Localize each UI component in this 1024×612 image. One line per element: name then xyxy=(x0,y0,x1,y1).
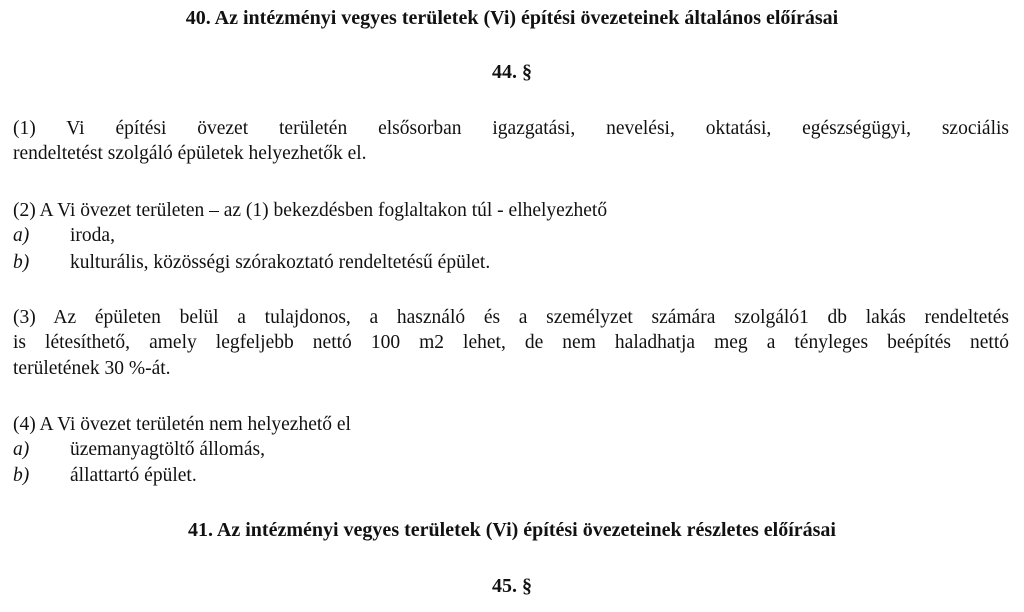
list-marker: b) xyxy=(13,465,30,486)
paragraph-45-number: 45. § xyxy=(492,575,532,597)
list-item-text: állattartó épület. xyxy=(70,465,197,486)
paragraph-4-intro: (4) A Vi övezet területén nem helyezhető el xyxy=(13,414,351,435)
list-marker: a) xyxy=(13,439,30,460)
section-40-heading: 40. Az intézményi vegyes területek (Vi) építési övezeteinek általános előírásai xyxy=(185,7,839,29)
list-item-text: üzemanyagtöltő állomás, xyxy=(70,439,265,460)
list-item xyxy=(13,223,115,248)
list-item xyxy=(13,250,490,275)
paragraph-1-line-2: rendeltetést szolgáló épületek helyezhetők el. xyxy=(13,143,367,164)
list-item-text: kulturális, közösségi szórakoztató rendeltetésű épület. xyxy=(70,252,491,273)
list-item-text: iroda, xyxy=(70,225,115,246)
paragraph-2-intro: (2) A Vi övezet területen – az (1) bekezdésben foglaltakon túl - elhelyezhető xyxy=(13,200,608,221)
section-41-heading: 41. Az intézményi vegyes területek (Vi) építési övezeteinek részletes előírásai xyxy=(188,519,836,541)
list-item xyxy=(13,437,265,462)
list-marker: b) xyxy=(13,252,30,273)
list-marker: a) xyxy=(13,225,30,246)
paragraph-3-line-3: területének 30 %-át. xyxy=(13,358,171,379)
paragraph-44-number: 44. § xyxy=(492,61,532,83)
paragraph-3-line-1: (3) Az épületen belül a tulajdonos, a használó és a személyzet számára szolgáló1 db lakás rendeltetés xyxy=(13,307,1009,328)
list-item xyxy=(13,463,197,488)
paragraph-3-line-2: is létesíthető, amely legfeljebb nettó 100 m2 lehet, de nem haladhatja meg a tényleges beépítés nettó xyxy=(13,332,1009,353)
paragraph-1-line-1: (1) Vi építési övezet területén elsősorban igazgatási, nevelési, oktatási, egészségügyi, szociális xyxy=(13,118,1009,139)
